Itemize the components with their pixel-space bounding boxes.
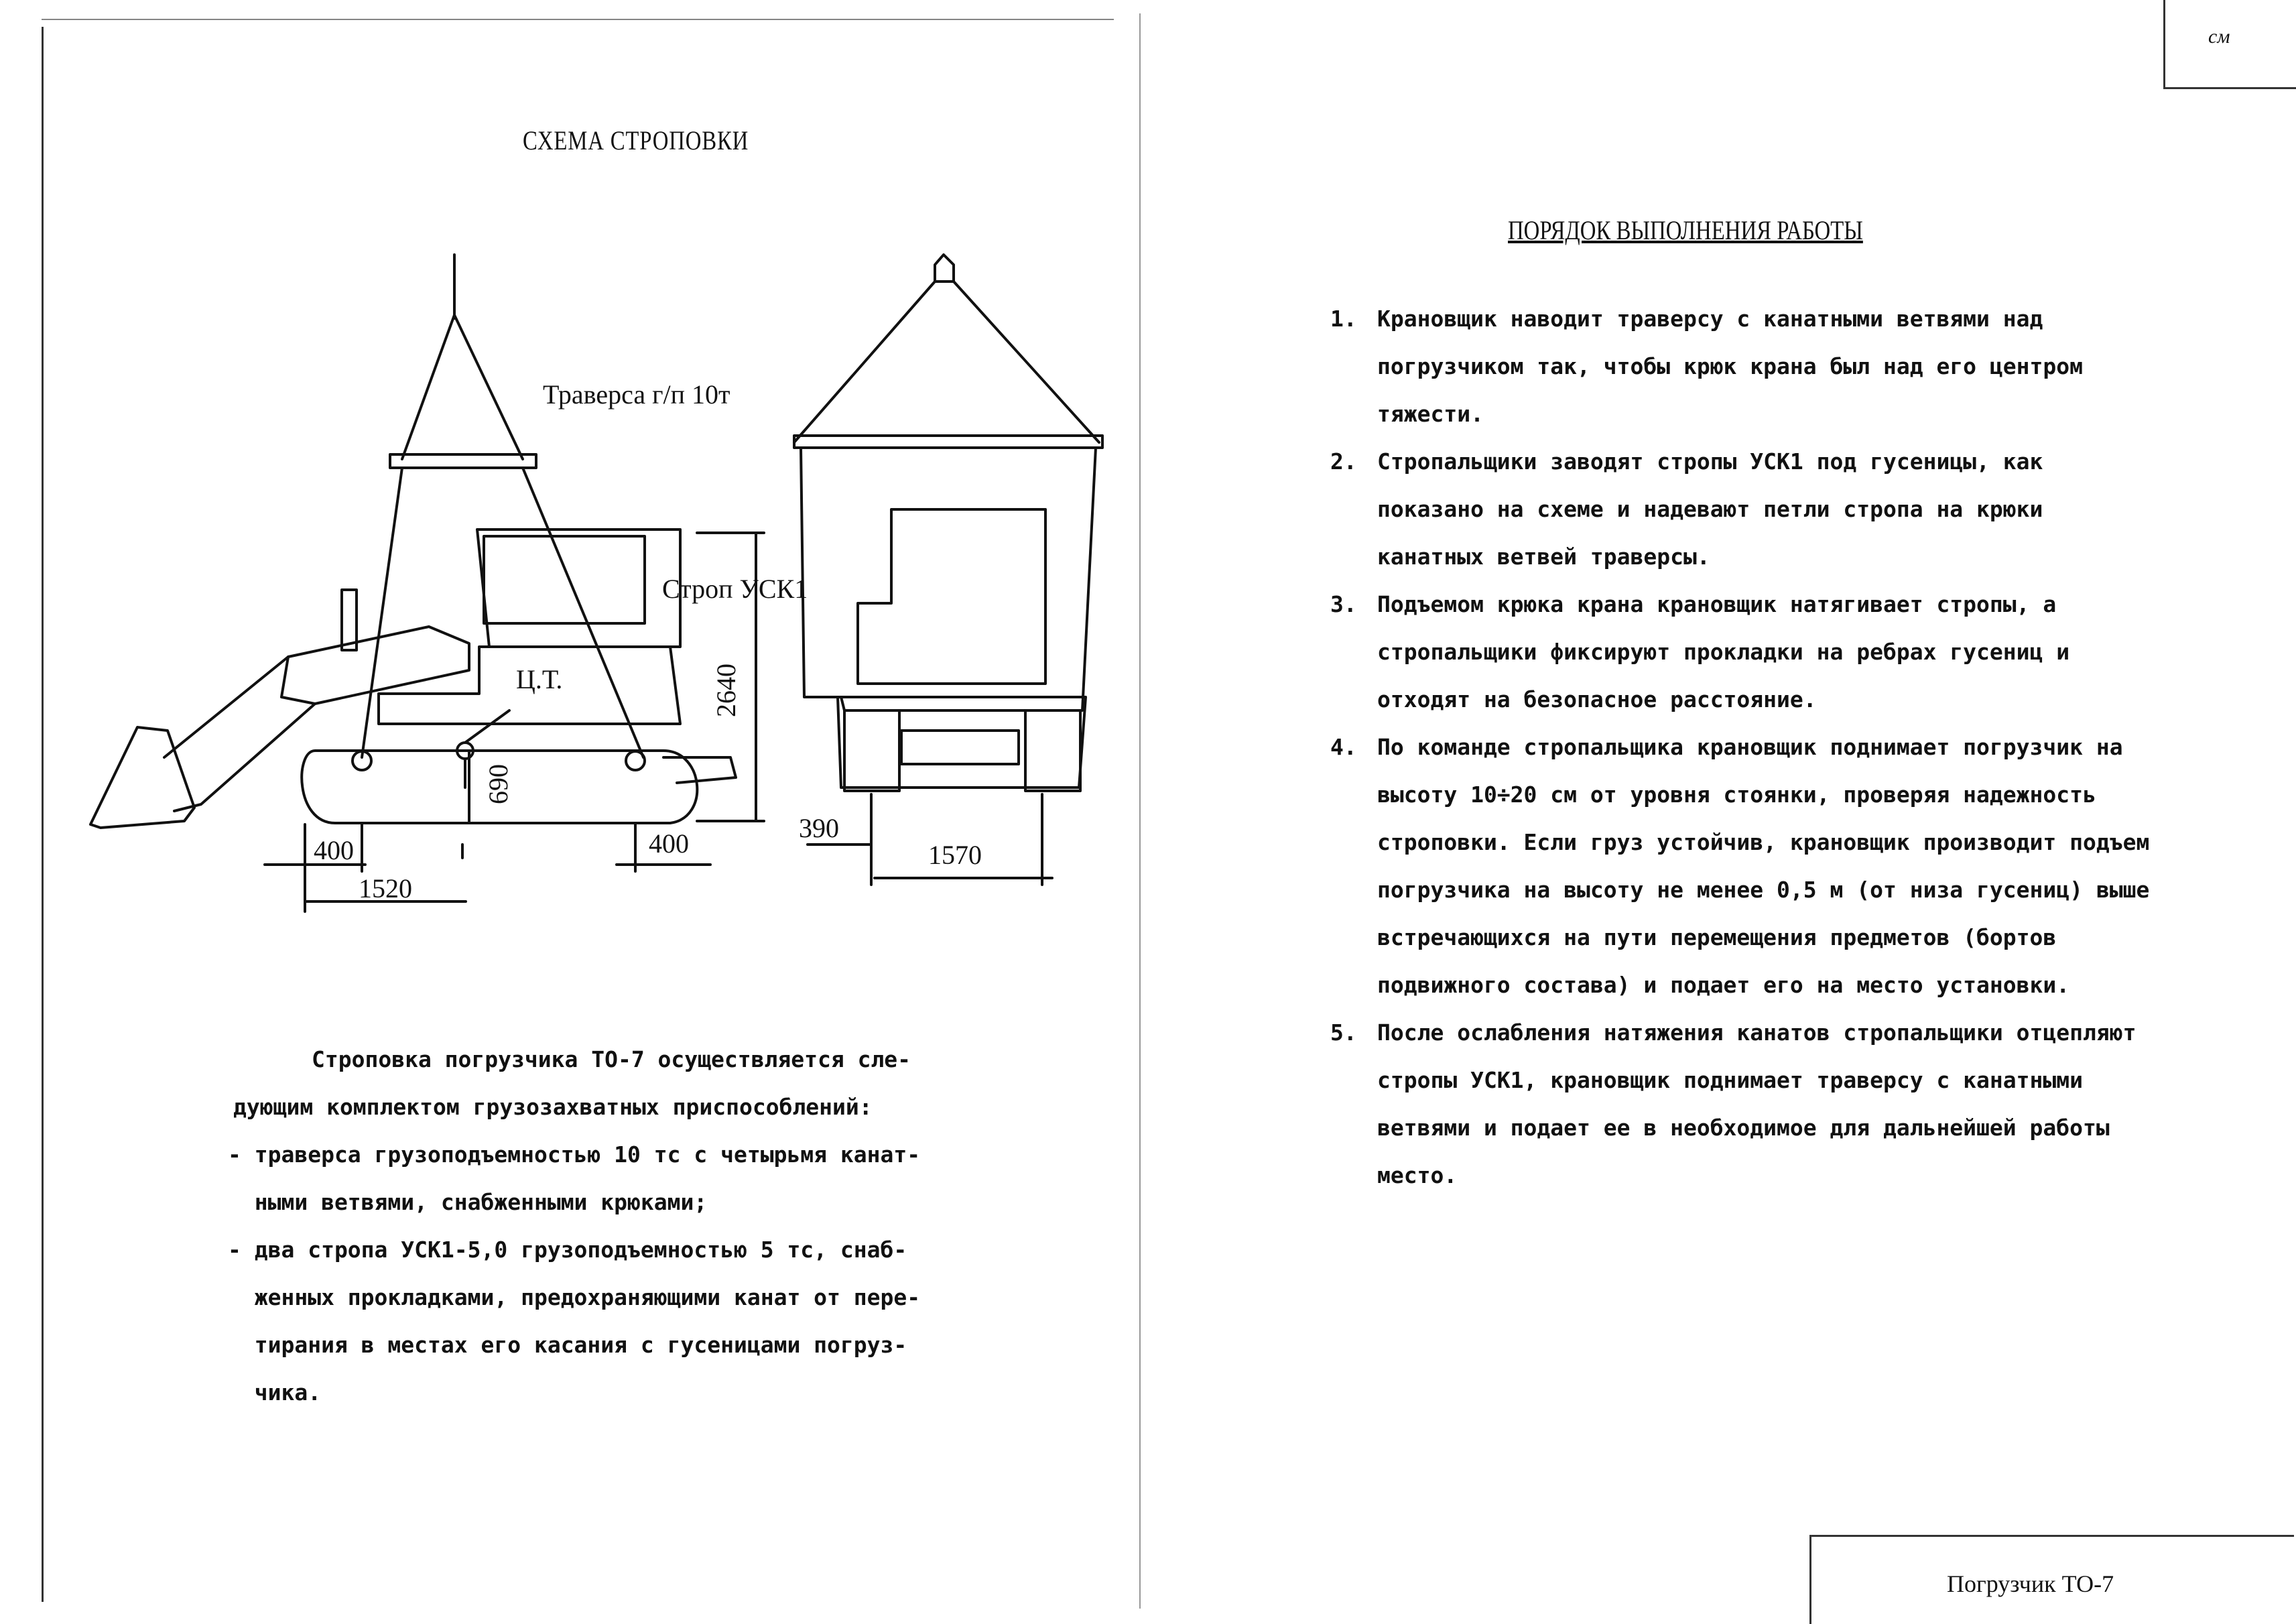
bucket: [90, 727, 194, 828]
label-strop: Строп УСК1: [662, 574, 808, 604]
procedure-item-3: 3. Подъемом крюка крана крановщик натягивает стропы, а стропальщики фиксируют прокладки на ребрах гусениц и отходят на безопасное расстояние.: [1330, 591, 2070, 712]
cabin-window: [484, 536, 645, 623]
title-block-text: Погрузчик ТО-7: [1947, 1570, 2114, 1597]
exhaust: [342, 590, 357, 650]
procedure-item-2: 2. Стропальщики заводят стропы УСК1 под гусеницы, как показано на схеме и надевают петли стропа на крюки канатных ветвей траверсы.: [1330, 448, 2043, 570]
boom-lower: [174, 704, 315, 811]
front-traverse: [794, 436, 1102, 448]
upper-sling-left: [402, 315, 454, 459]
text-line: - два стропа УСК1-5,0 грузоподъемностью 5 тс, снаб-: [228, 1237, 907, 1263]
procedure-title: ПОРЯДОК ВЫПОЛНЕНИЯ РАБОТЫ: [1508, 215, 1863, 245]
label-traverse: Траверса г/п 10т: [543, 379, 730, 410]
lower-sling-left: [362, 468, 402, 757]
label-dim-400-left: 400: [314, 835, 354, 865]
text-line: Строповка погрузчика ТО-7 осуществляется сле-: [312, 1046, 911, 1072]
front-hook: [935, 255, 954, 282]
front-sling-right: [954, 282, 1099, 442]
text-line: чика.: [228, 1379, 322, 1406]
label-dim-1520: 1520: [359, 873, 412, 903]
front-radiator: [901, 731, 1019, 764]
diagram-title: СХЕМА СТРОПОВКИ: [523, 125, 749, 155]
front-cabin: [801, 448, 1096, 710]
front-track-left: [844, 710, 899, 791]
text-line: - траверса грузоподъемностью 10 тс с четырьмя канат-: [228, 1141, 921, 1168]
cg-leader: [465, 710, 509, 743]
label-dim-690: 690: [483, 764, 513, 804]
front-track-right: [1025, 710, 1080, 791]
text-line: дующим комплектом грузозахватных приспособлений:: [233, 1094, 873, 1120]
label-dim-1570: 1570: [928, 840, 982, 870]
procedure-item-1: 1. Крановщик наводит траверсу с канатными ветвями над погрузчиком так, чтобы крюк крана был над его центром тяжести.: [1330, 306, 2083, 427]
procedure-item-4: 4. По команде стропальщика крановщик поднимает погрузчик на высоту 10÷20 см от уровня стоянки, проверяя надежность строповки. Если груз устойчив, крановщик производит подъем погрузчика на высоту не менее 0,5 м (от низа гусениц) выше встречающихся на пути перемещения предметов (бортов подвижного состава) и подает его на место установки.: [1330, 734, 2150, 998]
page-mark: см: [2208, 25, 2230, 48]
label-cg: Ц.Т.: [516, 664, 563, 694]
text-line: ными ветвями, снабженными крюками;: [228, 1189, 708, 1215]
hook-right: [626, 751, 645, 770]
lower-sling-right: [523, 468, 643, 757]
track-rear-tip: [663, 757, 736, 783]
upper-sling-right: [454, 315, 523, 459]
text-line: женных прокладками, предохраняющими канат от пере-: [228, 1284, 921, 1310]
procedure-item-5: 5. После ослабления натяжения канатов стропальщики отцепляют стропы УСК1, крановщик поднимает траверсу с канатными ветвями и подает ее в необходимое для дальнейшей работы место.: [1330, 1019, 2136, 1188]
label-dim-2640: 2640: [711, 664, 741, 717]
procedure-list: [1330, 295, 2155, 1199]
cabin: [477, 529, 680, 647]
slinging-description: [228, 1036, 1019, 1416]
traverse-beam: [390, 454, 536, 468]
front-sling-left: [794, 282, 935, 442]
label-dim-400-right: 400: [649, 828, 689, 859]
label-dim-390: 390: [799, 813, 839, 843]
front-window: [858, 509, 1045, 684]
text-line: тирания в местах его касания с гусеницами погруз-: [228, 1332, 907, 1358]
